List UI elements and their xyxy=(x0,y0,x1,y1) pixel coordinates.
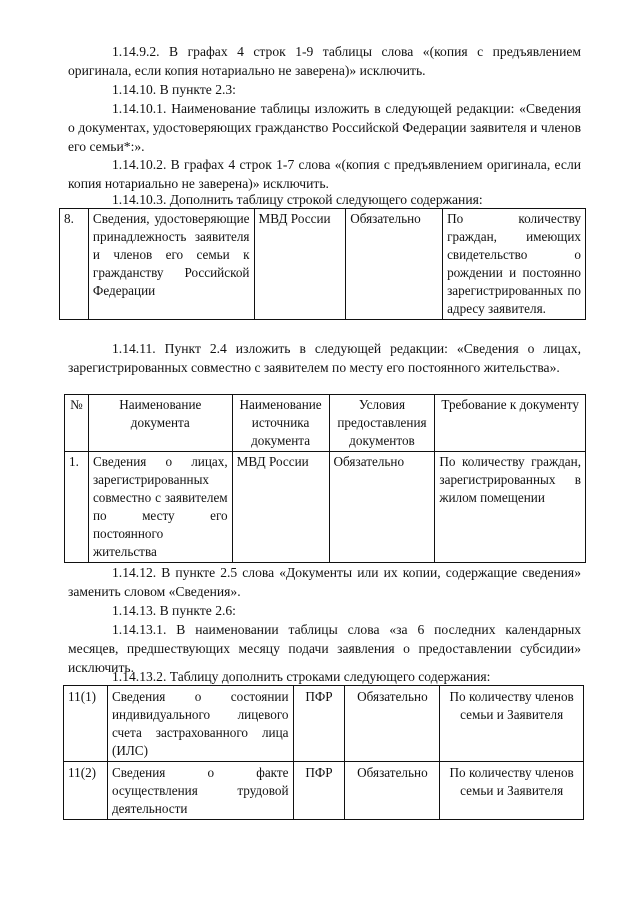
paragraph-1-14-11: 1.14.11. Пункт 2.4 изложить в следующей редакции: «Сведения о лицах, зарегистрированных совместно с заявителем по месту его постоянного жительства». xyxy=(68,341,581,375)
header-condition: Условия предоставления документов xyxy=(329,395,435,452)
document-requirement: По количеству граждан, имеющих свидетельство о рождении и постоянно зарегистрированных по адресу заявителя. xyxy=(443,209,586,320)
document-name: Сведения, удостоверяющие принадлежность заявителя и членов его семьи к гражданству Российской Федерации xyxy=(88,209,254,320)
document-name: Сведения о лицах, зарегистрированных совместно с заявителем по месту его постоянного жительства xyxy=(88,452,232,563)
document-requirement: По количеству членов семьи и Заявителя xyxy=(440,686,584,762)
row-number: 8. xyxy=(60,209,89,320)
document-source: ПФР xyxy=(293,686,345,762)
paragraph-1-14-10-3: 1.14.10.3. Дополнить таблицу строкой следующего содержания: xyxy=(112,192,483,207)
paragraph-1-14-10: 1.14.10. В пункте 2.3: xyxy=(112,82,236,97)
header-name: Наименование документа xyxy=(88,395,232,452)
document-requirement: По количеству членов семьи и Заявителя xyxy=(440,762,584,820)
table-row xyxy=(64,762,584,820)
paragraph-1-14-13: 1.14.13. В пункте 2.6: xyxy=(112,603,236,618)
document-name: Сведения о факте осуществления трудовой деятельности xyxy=(107,762,293,820)
row-number: 11(2) xyxy=(64,762,108,820)
document-condition: Обязательно xyxy=(345,686,440,762)
paragraph-1-14-13-1: 1.14.13.1. В наименовании таблицы слова «за 6 последних календарных месяцев, предшествующих месяцу подачи заявления о предоставлении субсидии» исключить. xyxy=(68,622,581,675)
paragraph-1-14-10-1: 1.14.10.1. Наименование таблицы изложить в следующей редакции: «Сведения о документах, удостоверяющих гражданство Российской Федерации заявителя и членов его семьи*:». xyxy=(68,101,581,154)
table-header-row xyxy=(65,395,586,452)
table-row xyxy=(64,686,584,762)
document-name: Сведения о состоянии индивидуального лицевого счета застрахованного лица (ИЛС) xyxy=(107,686,293,762)
document-condition: Обязательно xyxy=(345,762,440,820)
header-requirement: Требование к документу xyxy=(435,395,586,452)
row-number: 1. xyxy=(65,452,89,563)
table-row xyxy=(60,209,586,320)
added-rows-table xyxy=(63,685,584,820)
paragraph-1-14-9-2: 1.14.9.2. В графах 4 строк 1-9 таблицы слова «(копия с предъявлением оригинала, если копия нотариально не заверена)» исключить. xyxy=(68,44,581,78)
document-source: МВД России xyxy=(232,452,329,563)
document-condition: Обязательно xyxy=(329,452,435,563)
paragraph-1-14-13-2: 1.14.13.2. Таблицу дополнить строками следующего содержания: xyxy=(112,669,491,684)
header-number: № xyxy=(65,395,89,452)
row-number: 11(1) xyxy=(64,686,108,762)
document-condition: Обязательно xyxy=(346,209,443,320)
paragraph-1-14-10-2: 1.14.10.2. В графах 4 строк 1-7 слова «(копия с предъявлением оригинала, если копия нотариально не заверена)» исключить. xyxy=(68,157,581,191)
document-requirement: По количеству граждан, зарегистрированных в жилом помещении xyxy=(435,452,586,563)
added-row-table xyxy=(59,208,586,320)
table-row xyxy=(65,452,586,563)
persons-registered-table xyxy=(64,394,586,563)
header-source: Наименование источника документа xyxy=(232,395,329,452)
paragraph-1-14-12: 1.14.12. В пункте 2.5 слова «Документы или их копии, содержащие сведения» заменить словом «Сведения». xyxy=(68,565,581,599)
document-source: МВД России xyxy=(254,209,346,320)
document-source: ПФР xyxy=(293,762,345,820)
